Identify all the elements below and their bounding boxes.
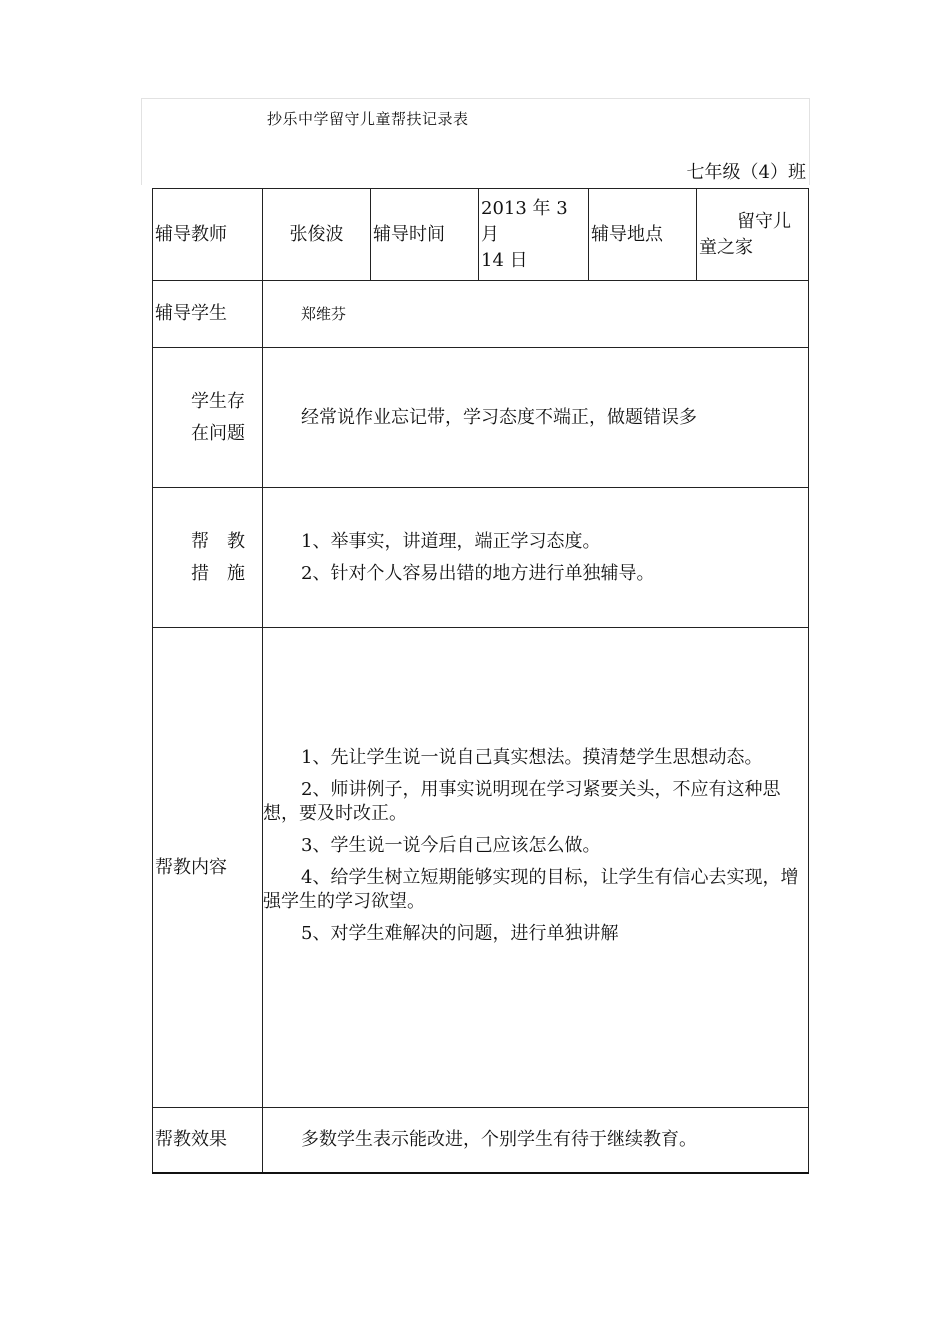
student-value: 郑维芬 — [263, 281, 809, 348]
place-value — [697, 189, 809, 281]
measures-label-line1: 帮 教 — [191, 530, 245, 552]
measures-list — [263, 488, 809, 628]
measures-label — [153, 488, 263, 628]
problem-label-line2: 在问题 — [191, 422, 245, 444]
list-item: 2、师讲例子，用事实说明现在学习紧要关头，不应有这种思想，要及时改正。 — [263, 779, 781, 824]
document-title: 抄乐中学留守儿童帮扶记录表 — [267, 110, 469, 128]
time-value-line1: 2013 年 3 月 — [481, 197, 568, 245]
content-list — [263, 628, 809, 1108]
place-value-line2: 童之家 — [699, 236, 753, 258]
list-item: 2、针对个人容易出错的地方进行单独辅导。 — [301, 562, 655, 584]
table-row — [153, 488, 809, 628]
effect-label: 帮教效果 — [153, 1108, 263, 1173]
table-row — [153, 281, 809, 348]
effect-value: 多数学生表示能改进，个别学生有待于继续教育。 — [263, 1108, 809, 1173]
table-row — [153, 348, 809, 488]
problem-label — [153, 348, 263, 488]
table-row — [153, 628, 809, 1108]
measures-label-line2: 措 施 — [191, 562, 245, 584]
class-label: 七年级（4）班 — [686, 162, 806, 183]
table-row — [153, 189, 809, 281]
teacher-value: 张俊波 — [263, 189, 371, 281]
table-row — [153, 1108, 809, 1173]
time-value — [479, 189, 589, 281]
place-value-line1: 留守儿 — [737, 210, 791, 232]
list-item: 1、先让学生说一说自己真实想法。摸清楚学生思想动态。 — [301, 747, 763, 768]
list-item: 5、对学生难解决的问题，进行单独讲解 — [301, 923, 619, 944]
problem-label-line1: 学生存 — [191, 390, 245, 412]
record-table — [152, 188, 809, 1174]
time-value-line2: 14 日 — [481, 249, 528, 271]
student-label: 辅导学生 — [153, 281, 263, 348]
teacher-label: 辅导教师 — [153, 189, 263, 281]
list-item: 3、学生说一说今后自己应该怎么做。 — [301, 835, 601, 856]
time-label: 辅导时间 — [371, 189, 479, 281]
content-label: 帮教内容 — [153, 628, 263, 1108]
list-item: 4、给学生树立短期能够实现的目标，让学生有信心去实现，增强学生的学习欲望。 — [263, 867, 799, 912]
list-item: 1、举事实，讲道理，端正学习态度。 — [301, 530, 601, 552]
problem-value: 经常说作业忘记带，学习态度不端正，做题错误多 — [263, 348, 809, 488]
place-label: 辅导地点 — [589, 189, 697, 281]
